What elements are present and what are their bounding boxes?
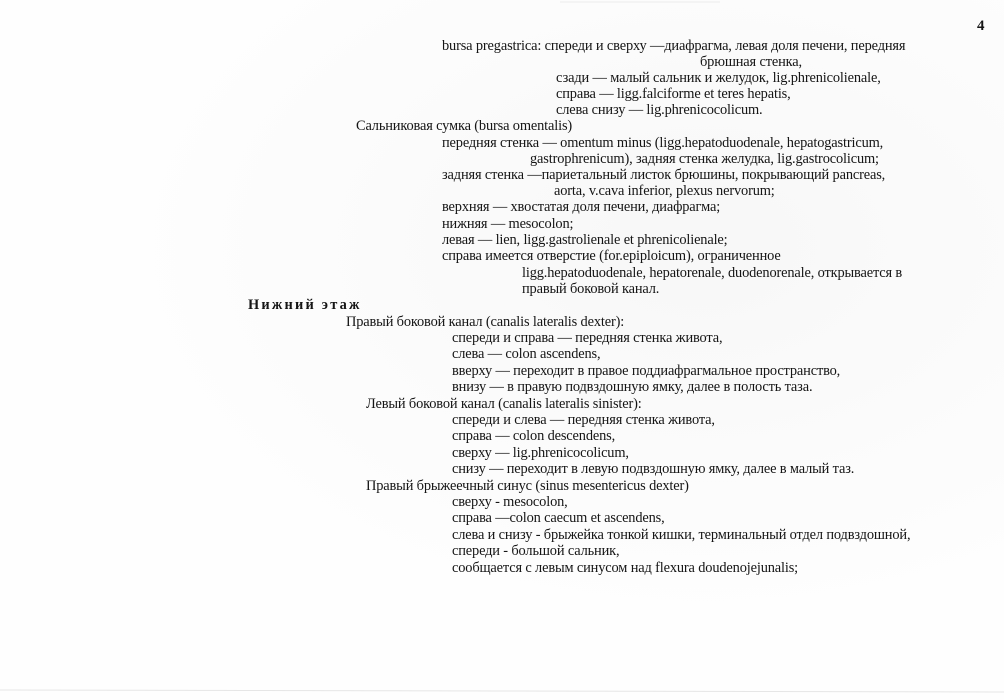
page-number: 4 bbox=[977, 18, 985, 34]
section-heading: Сальниковая сумка (bursa omentalis) bbox=[356, 118, 573, 134]
text-line: справа —colon caecum et ascendens, bbox=[452, 510, 665, 526]
text-line: сверху - mesocolon, bbox=[452, 494, 568, 510]
text-line: сверху — lig.phrenicocolicum, bbox=[452, 445, 629, 461]
text-line: левая — lien, ligg.gastrolienale et phrenicolienale; bbox=[442, 232, 728, 248]
text-line: слева и снизу - брыжейка тонкой кишки, терминальный отдел подвздошной, bbox=[452, 527, 911, 543]
text-line: справа имеется отверстие (for.epiploicum), ограниченное bbox=[442, 248, 781, 264]
text-line: ligg.hepatoduodenale, hepatorenale, duodenorenale, открывается в bbox=[522, 265, 903, 281]
text-line: спереди и справа — передняя стенка живота, bbox=[452, 330, 723, 346]
text-line: спереди и слева — передняя стенка живота, bbox=[452, 412, 715, 428]
text-line: справа — ligg.falciforme et teres hepatis, bbox=[556, 86, 791, 102]
text-line: слева снизу — lig.phrenicocolicum. bbox=[556, 102, 763, 118]
text-line: спереди - большой сальник, bbox=[452, 543, 620, 559]
section-heading: Левый боковой канал (canalis lateralis sinister): bbox=[366, 396, 642, 412]
text-line: правый боковой канал. bbox=[522, 281, 660, 297]
text-line: слева — colon ascendens, bbox=[452, 346, 601, 362]
text-line: вверху — переходит в правое поддиафрагмальное пространство, bbox=[452, 363, 841, 379]
text-line: брюшная стенка, bbox=[700, 54, 802, 70]
text-line: gastrophrenicum), задняя стенка желудка, lig.gastrocolicum; bbox=[530, 151, 879, 167]
text-line: задняя стенка —париетальный листок брюшины, покрывающий pancreas, bbox=[442, 167, 886, 183]
section-heading: Правый брыжеечный синус (sinus mesentericus dexter) bbox=[366, 478, 689, 494]
text-line: нижняя — mesocolon; bbox=[442, 216, 574, 232]
text-line: снизу — переходит в левую подвздошную ямку, далее в малый таз. bbox=[452, 461, 855, 477]
text-line: сообщается с левым синусом над flexura doudenojejunalis; bbox=[452, 560, 799, 576]
chapter-heading: Нижний этаж bbox=[248, 297, 362, 313]
text-line: aorta, v.cava inferior, plexus nervorum; bbox=[554, 183, 775, 199]
text-line: bursa pregastrica: спереди и сверху —диафрагма, левая доля печени, передняя bbox=[442, 38, 906, 54]
text-line: передняя стенка — omentum minus (ligg.hepatoduodenale, hepatogastricum, bbox=[442, 135, 884, 151]
text-line: справа — colon descendens, bbox=[452, 428, 616, 444]
text-line: сзади — малый сальник и желудок, lig.phrenicolienale, bbox=[556, 70, 881, 86]
text-line: верхняя — хвостатая доля печени, диафрагма; bbox=[442, 199, 721, 215]
section-heading: Правый боковой канал (canalis lateralis dexter): bbox=[346, 314, 625, 330]
text-line: внизу — в правую подвздошную ямку, далее в полость таза. bbox=[452, 379, 813, 395]
